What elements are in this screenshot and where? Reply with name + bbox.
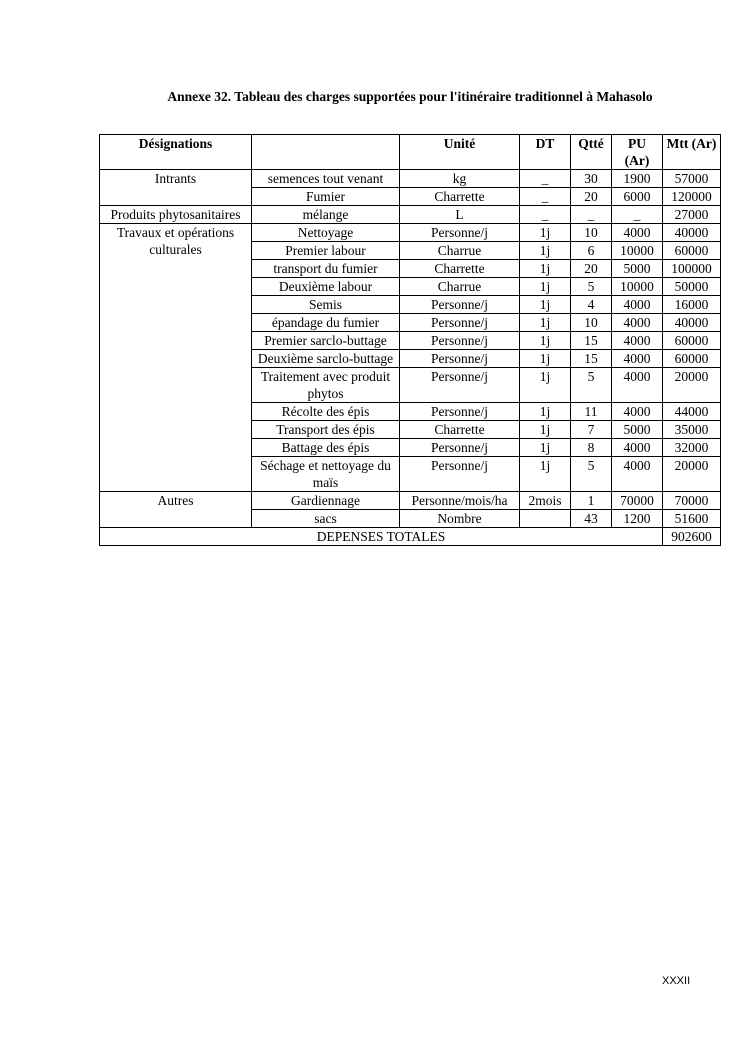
- unite-cell: Personne/j: [400, 224, 520, 242]
- unite-cell: Personne/j: [400, 296, 520, 314]
- mtt-cell: 50000: [663, 278, 721, 296]
- dt-cell: _: [520, 206, 571, 224]
- pu-cell: 5000: [612, 260, 663, 278]
- item-cell: Traitement avec produit phytos: [252, 368, 400, 403]
- mtt-cell: 27000: [663, 206, 721, 224]
- header-designations: Désignations: [100, 135, 252, 170]
- mtt-cell: 44000: [663, 403, 721, 421]
- dt-cell: _: [520, 170, 571, 188]
- pu-cell: 4000: [612, 457, 663, 492]
- pu-cell: 10000: [612, 278, 663, 296]
- unite-cell: Nombre: [400, 510, 520, 528]
- unite-cell: Personne/j: [400, 350, 520, 368]
- mtt-cell: 120000: [663, 188, 721, 206]
- mtt-cell: 60000: [663, 242, 721, 260]
- item-cell: Deuxième labour: [252, 278, 400, 296]
- unite-cell: Charrue: [400, 242, 520, 260]
- qtte-cell: 5: [571, 368, 612, 403]
- category-cell: Travaux et opérations culturales: [100, 224, 252, 492]
- dt-cell: 1j: [520, 421, 571, 439]
- charges-table: [99, 134, 721, 546]
- pu-cell: 10000: [612, 242, 663, 260]
- header-pu: PU (Ar): [612, 135, 663, 170]
- header-mtt: Mtt (Ar): [663, 135, 721, 170]
- qtte-cell: 30: [571, 170, 612, 188]
- item-cell: épandage du fumier: [252, 314, 400, 332]
- mtt-cell: 32000: [663, 439, 721, 457]
- dt-cell: [520, 510, 571, 528]
- table-row: [100, 224, 721, 242]
- dt-cell: 1j: [520, 350, 571, 368]
- table-row: [100, 170, 721, 188]
- dt-cell: 1j: [520, 296, 571, 314]
- table-header-row: [100, 135, 721, 170]
- dt-cell: 1j: [520, 403, 571, 421]
- item-cell: Semis: [252, 296, 400, 314]
- mtt-cell: 51600: [663, 510, 721, 528]
- mtt-cell: 35000: [663, 421, 721, 439]
- mtt-cell: 60000: [663, 350, 721, 368]
- pu-cell: 4000: [612, 350, 663, 368]
- total-label: DEPENSES TOTALES: [100, 528, 663, 546]
- item-cell: Transport des épis: [252, 421, 400, 439]
- dt-cell: 1j: [520, 457, 571, 492]
- dt-cell: 1j: [520, 224, 571, 242]
- item-cell: sacs: [252, 510, 400, 528]
- unite-cell: Charrue: [400, 278, 520, 296]
- unite-cell: Personne/j: [400, 439, 520, 457]
- unite-cell: Charrette: [400, 421, 520, 439]
- item-cell: mélange: [252, 206, 400, 224]
- unite-cell: kg: [400, 170, 520, 188]
- mtt-cell: 57000: [663, 170, 721, 188]
- mtt-cell: 20000: [663, 368, 721, 403]
- qtte-cell: 4: [571, 296, 612, 314]
- qtte-cell: 11: [571, 403, 612, 421]
- total-row: [100, 528, 721, 546]
- qtte-cell: 10: [571, 224, 612, 242]
- mtt-cell: 70000: [663, 492, 721, 510]
- qtte-cell: 6: [571, 242, 612, 260]
- mtt-cell: 16000: [663, 296, 721, 314]
- category-cell: Intrants: [100, 170, 252, 206]
- qtte-cell: 5: [571, 457, 612, 492]
- pu-cell: 4000: [612, 314, 663, 332]
- unite-cell: Personne/j: [400, 403, 520, 421]
- pu-cell: 1900: [612, 170, 663, 188]
- item-cell: Fumier: [252, 188, 400, 206]
- dt-cell: 1j: [520, 439, 571, 457]
- unite-cell: L: [400, 206, 520, 224]
- unite-cell: Personne/j: [400, 314, 520, 332]
- qtte-cell: 5: [571, 278, 612, 296]
- header-qtte: Qtté: [571, 135, 612, 170]
- pu-cell: 6000: [612, 188, 663, 206]
- item-cell: Premier labour: [252, 242, 400, 260]
- mtt-cell: 20000: [663, 457, 721, 492]
- qtte-cell: 43: [571, 510, 612, 528]
- unite-cell: Personne/j: [400, 368, 520, 403]
- mtt-cell: 40000: [663, 314, 721, 332]
- mtt-cell: 100000: [663, 260, 721, 278]
- dt-cell: 1j: [520, 332, 571, 350]
- mtt-cell: 40000: [663, 224, 721, 242]
- page-title: Annexe 32. Tableau des charges supportées pour l'itinéraire traditionnel à Mahasolo: [167, 89, 653, 104]
- pu-cell: 4000: [612, 403, 663, 421]
- mtt-cell: 60000: [663, 332, 721, 350]
- total-value: 902600: [663, 528, 721, 546]
- qtte-cell: 1: [571, 492, 612, 510]
- dt-cell: _: [520, 188, 571, 206]
- qtte-cell: 7: [571, 421, 612, 439]
- item-cell: Séchage et nettoyage du maïs: [252, 457, 400, 492]
- item-cell: Récolte des épis: [252, 403, 400, 421]
- header-blank: [252, 135, 400, 170]
- unite-cell: Personne/j: [400, 457, 520, 492]
- qtte-cell: _: [571, 206, 612, 224]
- unite-cell: Charrette: [400, 188, 520, 206]
- table-row: [100, 206, 721, 224]
- item-cell: Battage des épis: [252, 439, 400, 457]
- category-cell: Produits phytosanitaires: [100, 206, 252, 224]
- dt-cell: 1j: [520, 242, 571, 260]
- dt-cell: 1j: [520, 278, 571, 296]
- header-dt: DT: [520, 135, 571, 170]
- dt-cell: 1j: [520, 314, 571, 332]
- qtte-cell: 15: [571, 332, 612, 350]
- category-cell: Autres: [100, 492, 252, 528]
- item-cell: Premier sarclo-buttage: [252, 332, 400, 350]
- qtte-cell: 20: [571, 188, 612, 206]
- pu-cell: 1200: [612, 510, 663, 528]
- pu-cell: 70000: [612, 492, 663, 510]
- pu-cell: 5000: [612, 421, 663, 439]
- qtte-cell: 15: [571, 350, 612, 368]
- pu-cell: 4000: [612, 332, 663, 350]
- qtte-cell: 20: [571, 260, 612, 278]
- item-cell: transport du fumier: [252, 260, 400, 278]
- header-unite: Unité: [400, 135, 520, 170]
- qtte-cell: 8: [571, 439, 612, 457]
- pu-cell: 4000: [612, 368, 663, 403]
- dt-cell: 1j: [520, 260, 571, 278]
- item-cell: semences tout venant: [252, 170, 400, 188]
- item-cell: Gardiennage: [252, 492, 400, 510]
- table-row: [100, 492, 721, 510]
- unite-cell: Personne/mois/ha: [400, 492, 520, 510]
- pu-cell: 4000: [612, 224, 663, 242]
- unite-cell: Personne/j: [400, 332, 520, 350]
- pu-cell: 4000: [612, 296, 663, 314]
- item-cell: Deuxième sarclo-buttage: [252, 350, 400, 368]
- dt-cell: 1j: [520, 368, 571, 403]
- item-cell: Nettoyage: [252, 224, 400, 242]
- pu-cell: 4000: [612, 439, 663, 457]
- unite-cell: Charrette: [400, 260, 520, 278]
- dt-cell: 2mois: [520, 492, 571, 510]
- pu-cell: _: [612, 206, 663, 224]
- page-number: XXXII: [662, 975, 691, 987]
- qtte-cell: 10: [571, 314, 612, 332]
